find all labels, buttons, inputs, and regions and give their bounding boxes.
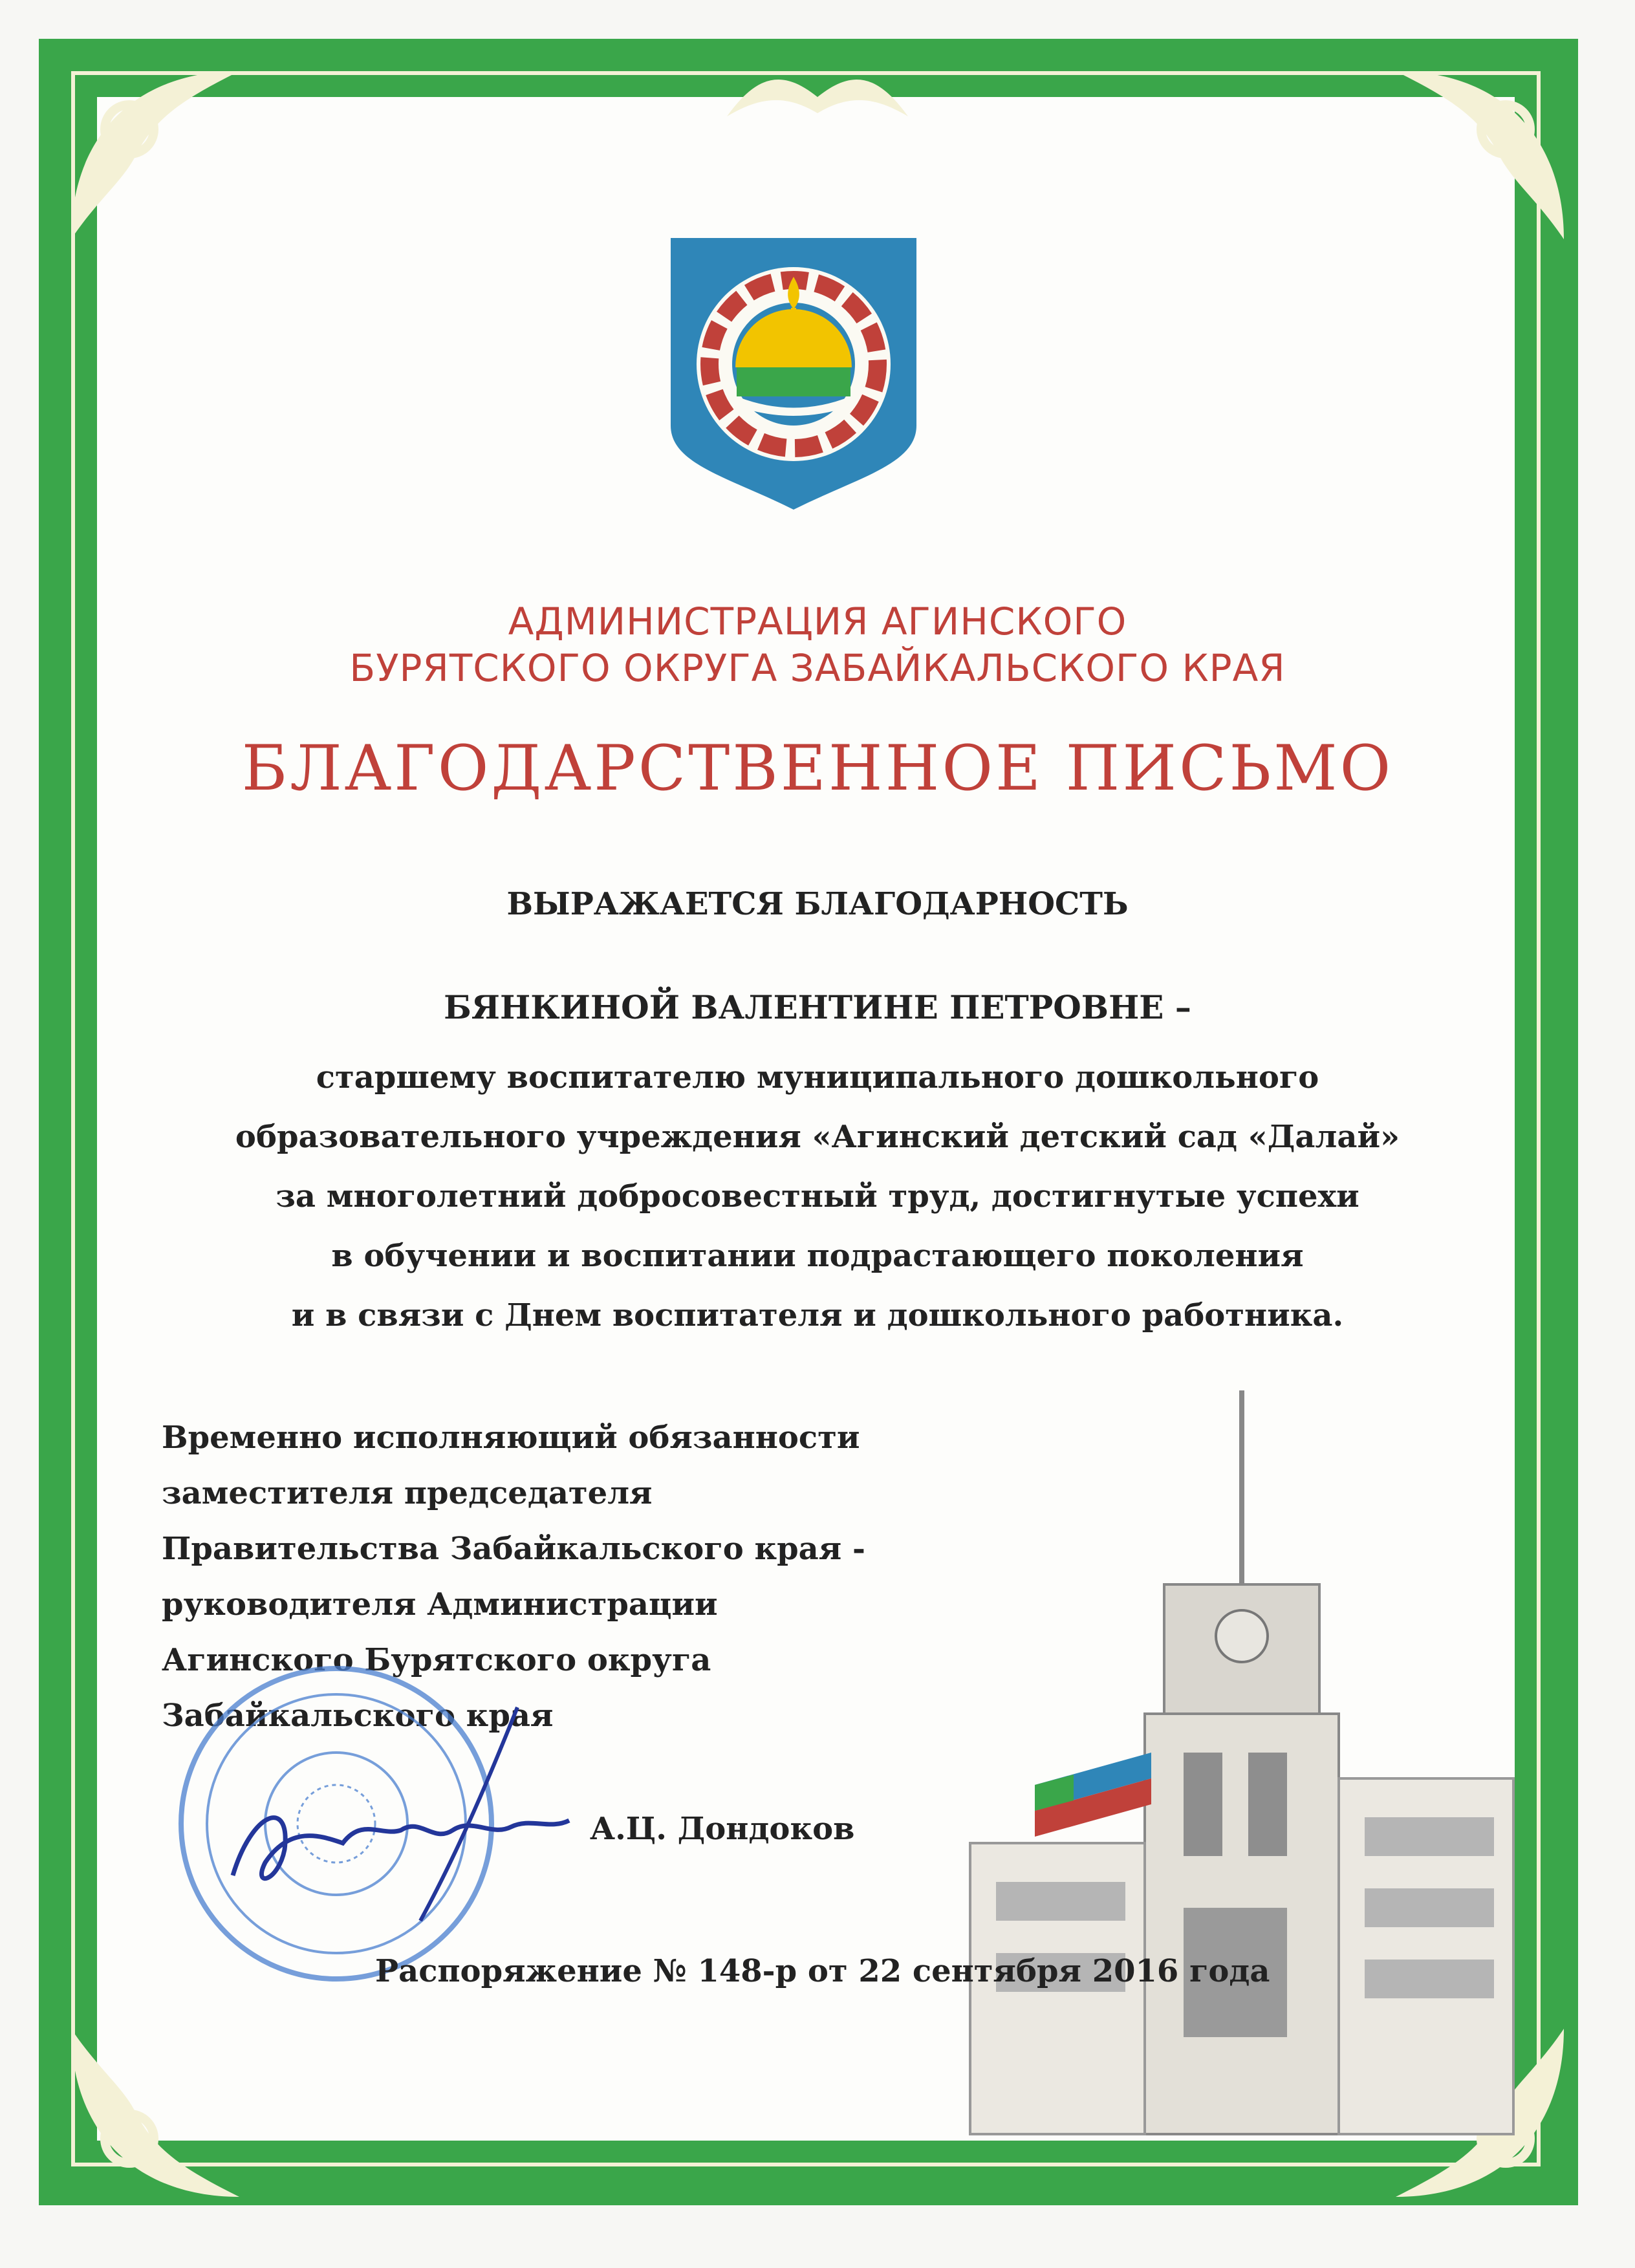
corner-ornament-bottom-left (58, 2016, 252, 2210)
letter-body (0, 1048, 1635, 1345)
coat-of-arms-emblem (664, 232, 923, 516)
org-line-1: АДМИНИСТРАЦИЯ АГИНСКОГО (508, 599, 1127, 643)
org-line-2: БУРЯТСКОГО ОКРУГА ЗАБАЙКАЛЬСКОГО КРАЯ (349, 646, 1286, 690)
position-line: Временно исполняющий обязанности (162, 1420, 860, 1456)
recipient-name: БЯНКИНОЙ ВАЛЕНТИНЕ ПЕТРОВНЕ – (444, 988, 1191, 1026)
top-center-ornament (720, 58, 915, 129)
corner-ornament-top-right (1383, 58, 1577, 252)
position-line: заместителя председателя (162, 1475, 653, 1511)
document-title: БЛАГОДАРСТВЕННОЕ ПИСЬМО (241, 732, 1394, 805)
decree-reference: Распоряжение № 148-р от 22 сентября 2016 года (375, 1953, 1270, 1989)
position-line: Правительства Забайкальского края - (162, 1531, 865, 1567)
body-line: образовательного учреждения «Агинский детский сад «Далай» (235, 1119, 1400, 1155)
organization-name (0, 598, 1635, 691)
building-illustration (938, 1390, 1520, 2141)
body-line: и в связи с Днем воспитателя и дошкольного работника. (291, 1297, 1344, 1334)
position-line: руководителя Администрации (162, 1586, 718, 1623)
handwritten-signature (213, 1681, 601, 1927)
position-line: Агинского Бурятского округа (162, 1642, 711, 1678)
position-line: Забайкальского края (162, 1698, 554, 1734)
flag-icon (1028, 1746, 1158, 1850)
signatory-name: А.Ц. Дондоков (590, 1811, 855, 1847)
corner-ornament-top-left (58, 58, 252, 252)
body-line: за многолетний добросовестный труд, достигнутые успехи (276, 1178, 1359, 1215)
body-line: старшему воспитателю муниципального дошкольного (316, 1059, 1319, 1096)
body-line: в обучении и воспитании подрастающего поколения (331, 1238, 1304, 1274)
expresses-gratitude: ВЫРАЖАЕТСЯ БЛАГОДАРНОСТЬ (506, 886, 1129, 922)
